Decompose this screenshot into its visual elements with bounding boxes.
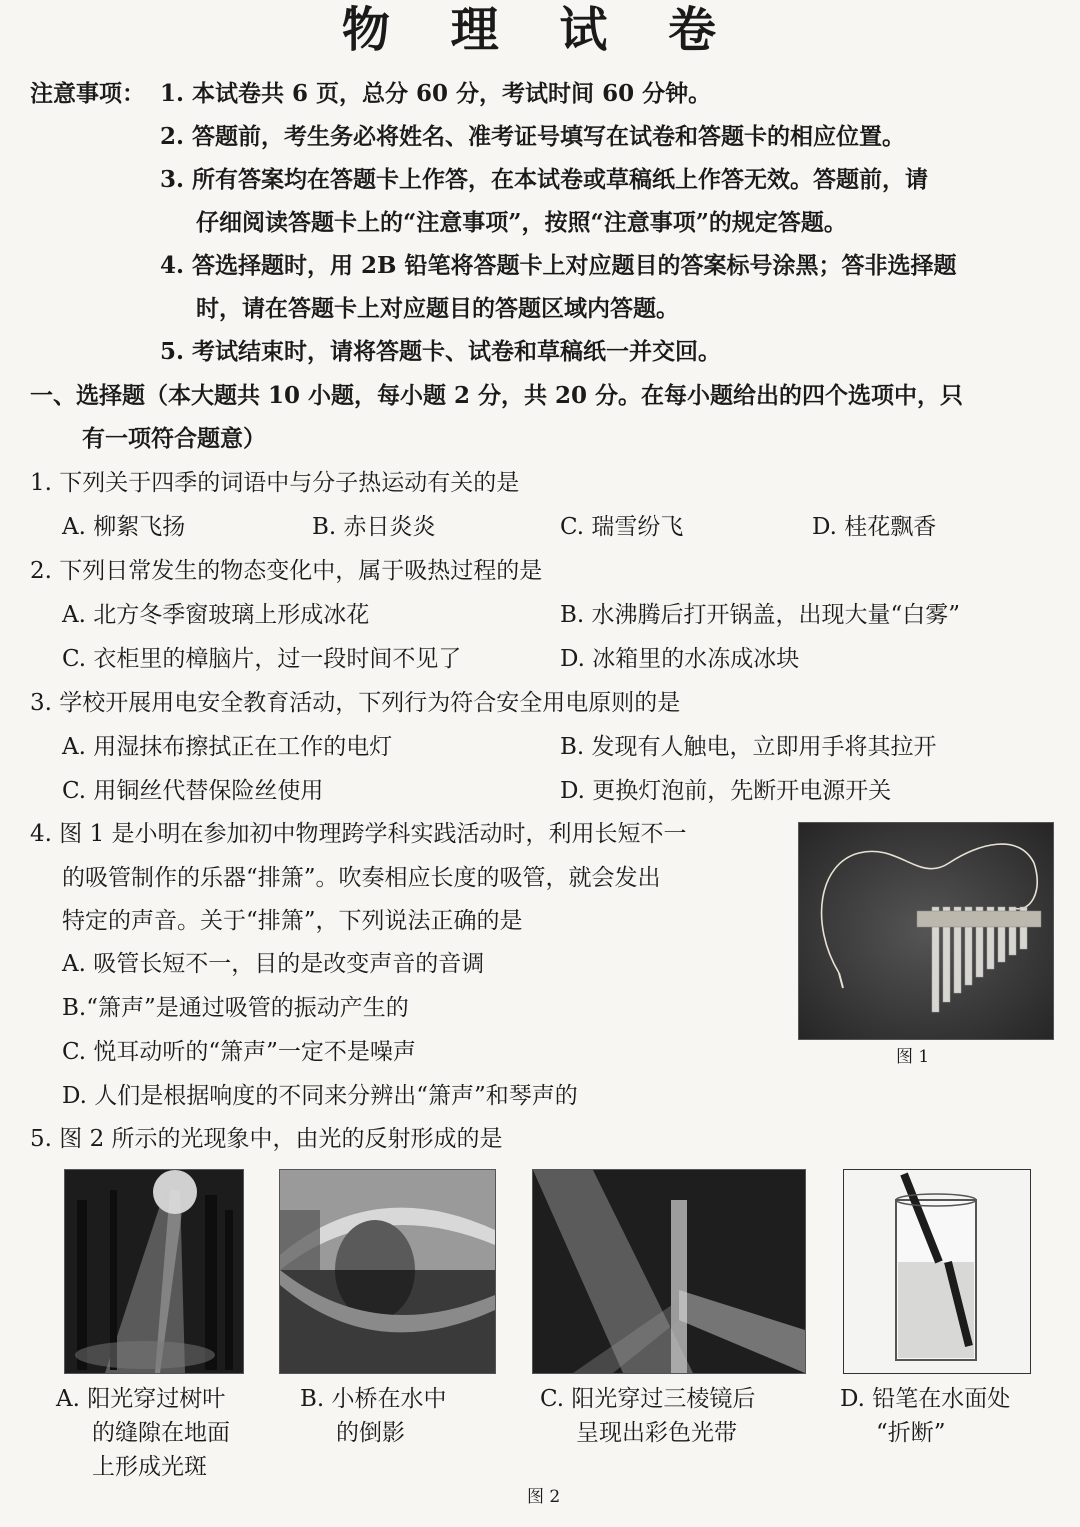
question-2-option-b: B. 水沸腾后打开锅盖，出现大量“白雾” <box>560 602 961 628</box>
figure-2d-caption <box>840 1382 1040 1450</box>
question-4-option-d: D. 人们是根据响度的不同来分辨出“箫声”和琴声的 <box>62 1083 578 1109</box>
figure-1-caption: 图 1 <box>896 1047 930 1067</box>
question-2-option-d: D. 冰箱里的水冻成冰块 <box>560 646 800 672</box>
figure-2a-caption <box>56 1382 252 1484</box>
figure-2d-caption-line-1: D. 铅笔在水面处 <box>840 1386 1011 1412</box>
question-1-option-d: D. 桂花飘香 <box>812 514 937 540</box>
question-2-option-a: A. 北方冬季窗玻璃上形成冰花 <box>62 602 370 628</box>
figure-2c-prism-light-band-image <box>532 1169 806 1374</box>
question-2-stem: 2. 下列日常发生的物态变化中，属于吸热过程的是 <box>30 558 543 584</box>
notice-item-4-cont: 时，请在答题卡上对应题目的答题区域内答题。 <box>196 295 679 322</box>
question-1-option-a: A. 柳絮飞扬 <box>62 514 186 540</box>
figure-2b-caption-line-2: 的倒影 <box>336 1420 405 1446</box>
question-1-option-b: B. 赤日炎炎 <box>312 514 436 540</box>
question-1-option-c: C. 瑞雪纷飞 <box>560 514 684 540</box>
question-1-stem: 1. 下列关于四季的词语中与分子热运动有关的是 <box>30 470 520 496</box>
question-3-option-b: B. 发现有人触电，立即用手将其拉开 <box>560 734 937 760</box>
figure-2-caption: 图 2 <box>527 1487 561 1507</box>
question-5-stem: 5. 图 2 所示的光现象中，由光的反射形成的是 <box>30 1126 503 1152</box>
figure-2c-caption <box>540 1382 800 1450</box>
figure-2b-caption <box>300 1382 480 1450</box>
question-4-option-a: A. 吸管长短不一，目的是改变声音的音调 <box>62 951 485 977</box>
notice-item-1: 1. 本试卷共 6 页，总分 60 分，考试时间 60 分钟。 <box>160 80 712 107</box>
figure-1-pan-flute-image <box>798 822 1054 1040</box>
question-3-stem: 3. 学校开展用电安全教育活动，下列行为符合安全用电原则的是 <box>30 690 681 716</box>
question-3-option-d: D. 更换灯泡前，先断开电源开关 <box>560 778 892 804</box>
notice-item-4: 4. 答选择题时，用 2B 铅笔将答题卡上对应题目的答案标号涂黑；答非选择题 <box>160 252 957 279</box>
figure-2c-caption-line-1: C. 阳光穿过三棱镜后 <box>540 1386 756 1412</box>
notice-item-3: 3. 所有答案均在答题卡上作答，在本试卷或草稿纸上作答无效。答题前，请 <box>160 166 929 193</box>
figure-2d-pencil-in-water-image <box>843 1169 1031 1374</box>
notice-item-3-cont: 仔细阅读答题卡上的“注意事项”，按照“注意事项”的规定答题。 <box>196 209 847 236</box>
question-3-option-a: A. 用湿抹布擦拭正在工作的电灯 <box>62 734 393 760</box>
page-title: 物 理 试 卷 <box>341 2 739 58</box>
figure-2a-caption-line-2: 的缝隙在地面 <box>92 1420 230 1446</box>
figure-2b-bridge-reflection-image <box>279 1169 496 1374</box>
notice-label: 注意事项： <box>30 80 145 107</box>
figure-2a-sunlight-through-trees-image <box>64 1169 244 1374</box>
section-heading: 一、选择题（本大题共 10 小题，每小题 2 分，共 20 分。在每小题给出的四个选项中，只 <box>30 382 964 409</box>
notice-item-2: 2. 答题前，考生务必将姓名、准考证号填写在试卷和答题卡的相应位置。 <box>160 123 906 150</box>
question-4-stem: 4. 图 1 是小明在参加初中物理跨学科实践活动时，利用长短不一 <box>30 821 687 847</box>
notice-item-5: 5. 考试结束时，请将答题卡、试卷和草稿纸一并交回。 <box>160 338 722 365</box>
section-heading-cont: 有一项符合题意） <box>82 425 266 452</box>
figure-2a-caption-line-1: A. 阳光穿过树叶 <box>56 1386 226 1412</box>
question-4-stem-cont-2: 特定的声音。关于“排箫”，下列说法正确的是 <box>62 908 523 934</box>
question-3-option-c: C. 用铜丝代替保险丝使用 <box>62 778 324 804</box>
question-4-stem-cont-1: 的吸管制作的乐器“排箫”。吹奏相应长度的吸管，就会发出 <box>62 865 661 891</box>
question-4-option-c: C. 悦耳动听的“箫声”一定不是噪声 <box>62 1039 416 1065</box>
figure-2d-caption-line-2: “折断” <box>876 1420 946 1446</box>
figure-2c-caption-line-2: 呈现出彩色光带 <box>576 1420 737 1446</box>
question-2-option-c: C. 衣柜里的樟脑片，过一段时间不见了 <box>62 646 462 672</box>
question-4-option-b: B.“箫声”是通过吸管的振动产生的 <box>62 995 409 1021</box>
figure-2a-caption-line-3: 上形成光斑 <box>92 1454 207 1480</box>
figure-2b-caption-line-1: B. 小桥在水中 <box>300 1386 447 1412</box>
